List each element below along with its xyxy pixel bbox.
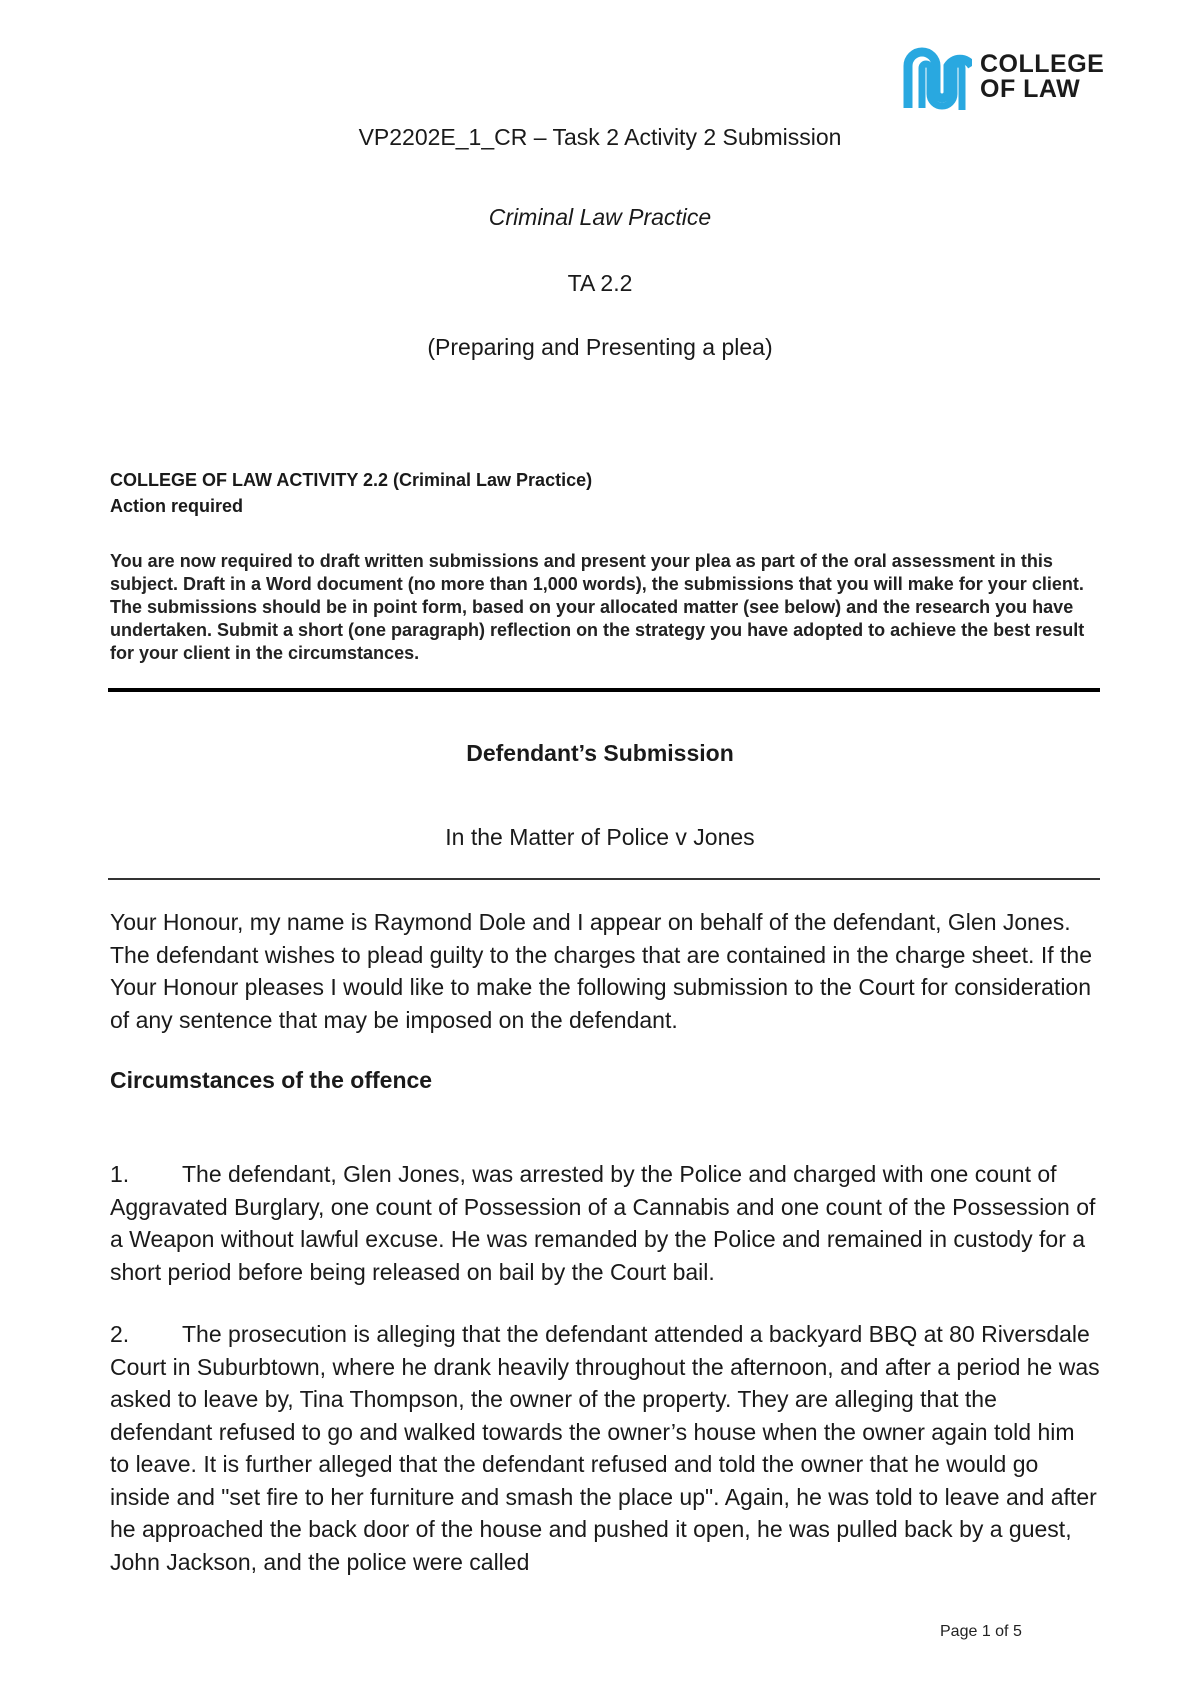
college-of-law-logo bbox=[900, 44, 1105, 114]
numbered-paragraph bbox=[110, 1158, 1100, 1288]
logo-line-1: COLLEGE bbox=[980, 50, 1105, 78]
logo-wordmark bbox=[980, 52, 1104, 102]
numbered-paragraph bbox=[110, 1318, 1100, 1578]
college-logo-icon bbox=[900, 44, 972, 114]
submission-heading: Defendant’s Submission bbox=[466, 740, 734, 766]
paragraph-text: The defendant, Glen Jones, was arrested by the Police and charged with one count of Aggravated Burglary, one count of Possession of a Cannabis and one count of the Possession of a Weapon without lawful excuse. He was remanded by the Police and remained in custody for a short period before being released on bail by the Court bail. bbox=[110, 1161, 1096, 1285]
section-divider bbox=[108, 688, 1100, 692]
task-code: TA 2.2 bbox=[567, 270, 633, 296]
logo-line-2: OF LAW bbox=[980, 75, 1081, 103]
intro-paragraph: Your Honour, my name is Raymond Dole and I appear on behalf of the defendant, Glen Jones. The defendant wishes to plead guilty to the charges that are contained in the charge sheet. If the Your Honour pleases I would like to make the following submission to the Court for consideration of any sentence that may be imposed on the defendant. bbox=[110, 909, 1092, 1033]
task-topic: (Preparing and Presenting a plea) bbox=[427, 334, 773, 360]
activity-instructions: You are now required to draft written submissions and present your plea as part of the oral assessment in this subject. Draft in a Word document (no more than 1,000 words), the submissions that you will make for your client. The submissions should be in point form, based on your allocated matter (see below) and the research you have undertaken. Submit a short (one paragraph) reflection on the strategy you have adopted to achieve the best result for your client in the circumstances. bbox=[110, 551, 1085, 663]
underline-divider bbox=[108, 878, 1100, 880]
document-title: VP2202E_1_CR – Task 2 Activity 2 Submission bbox=[358, 124, 842, 150]
action-required-label: Action required bbox=[110, 496, 244, 516]
subject-name: Criminal Law Practice bbox=[488, 204, 712, 230]
paragraph-number: 1. bbox=[110, 1161, 130, 1187]
page-number: Page 1 of 5 bbox=[940, 1623, 1022, 1640]
paragraph-number: 2. bbox=[110, 1321, 130, 1347]
matter-title: In the Matter of Police v Jones bbox=[445, 824, 755, 850]
section-heading: Circumstances of the offence bbox=[110, 1067, 433, 1093]
paragraph-text: The prosecution is alleging that the defendant attended a backyard BBQ at 80 Riversdale Court in Suburbtown, where he drank heavily throughout the afternoon, and after a period he was asked to leave by, Tina Thompson, the owner of the property. They are alleging that the defendant refused to go and walked towards the owner’s house when the owner again told him to leave. It is further alleged that the defendant refused and told the owner that he would go inside and "set fire to her furniture and smash the place up". Again, he was told to leave and after he approached the back door of the house and pushed it open, he was pulled back by a guest, John Jackson, and the police were called bbox=[110, 1321, 1100, 1575]
activity-title: COLLEGE OF LAW ACTIVITY 2.2 (Criminal Law Practice) bbox=[110, 470, 593, 490]
